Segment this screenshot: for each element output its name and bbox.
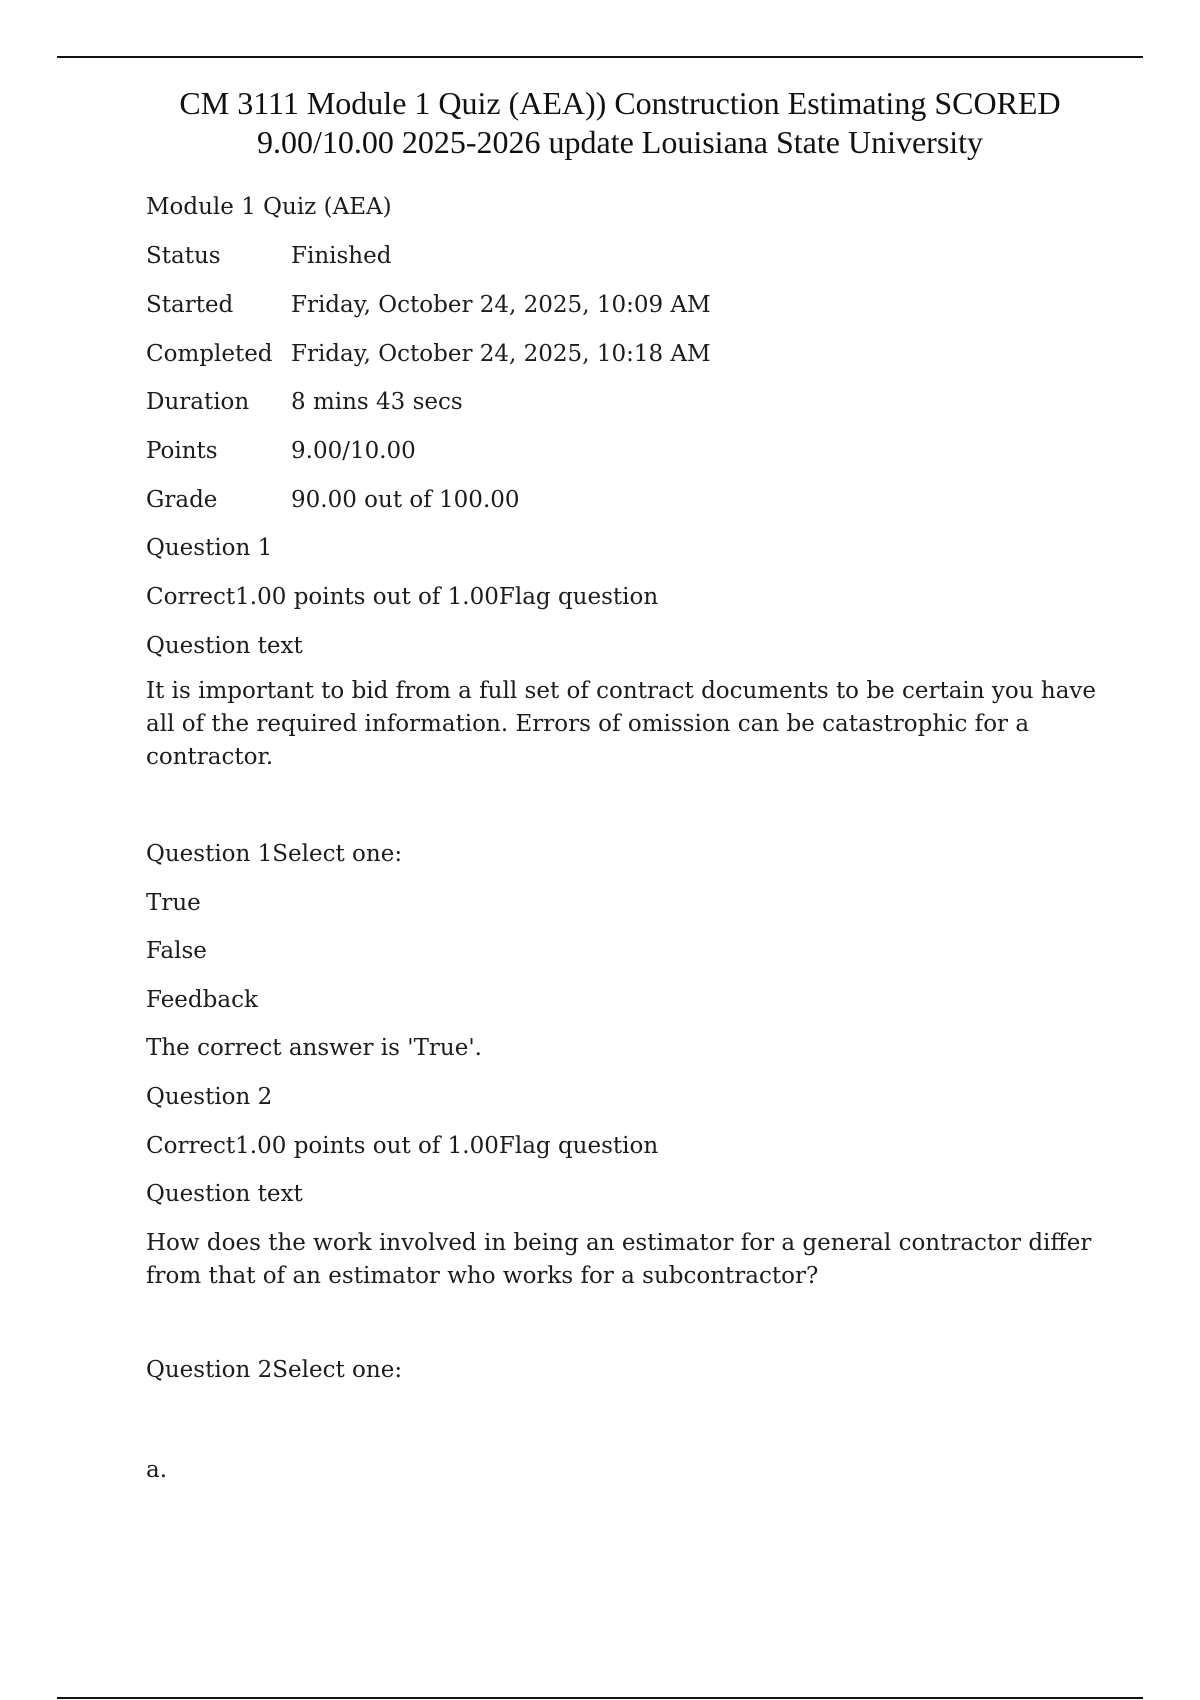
title-line-1: CM 3111 Module 1 Quiz (AEA)) Construction Estimating SCORED [179, 85, 1061, 121]
summary-value-completed: Friday, October 24, 2025, 10:18 AM [291, 341, 711, 367]
summary-value-grade: 90.00 out of 100.00 [291, 487, 520, 513]
question-2-option-a[interactable]: a. [146, 1457, 168, 1483]
summary-value-status: Finished [291, 243, 392, 269]
bottom-rule [57, 1697, 1143, 1699]
question-1-heading: Question 1 [146, 535, 273, 561]
question-1-select-prompt: Question 1Select one: [146, 841, 403, 867]
question-1-feedback-label: Feedback [146, 987, 258, 1013]
question-2-status: Correct1.00 points out of 1.00Flag question [146, 1133, 659, 1159]
question-1-text: It is important to bid from a full set of contract documents to be certain you have all of the required information. Errors of omission can be catastrophic for a contractor. [146, 678, 1097, 770]
question-1-option-true[interactable]: True [146, 890, 201, 916]
summary-label-points: Points [146, 438, 218, 464]
title-line-2: 9.00/10.00 2025-2026 update Louisiana State University [256, 124, 984, 160]
question-1-status: Correct1.00 points out of 1.00Flag question [146, 584, 659, 610]
question-1-feedback: The correct answer is 'True'. [146, 1035, 482, 1061]
summary-label-completed: Completed [146, 341, 273, 367]
summary-label-status: Status [146, 243, 221, 269]
summary-value-started: Friday, October 24, 2025, 10:09 AM [291, 292, 711, 318]
document-title [0, 84, 1200, 162]
summary-value-duration: 8 mins 43 secs [291, 389, 463, 415]
question-1-text-label: Question text [146, 633, 303, 659]
question-1-option-false[interactable]: False [146, 938, 207, 964]
summary-label-started: Started [146, 292, 234, 318]
summary-value-points: 9.00/10.00 [291, 438, 416, 464]
question-2-text: How does the work involved in being an estimator for a general contractor differ from that of an estimator who works for a subcontractor? [146, 1230, 1092, 1289]
question-2-select-prompt: Question 2Select one: [146, 1357, 403, 1383]
top-rule [57, 56, 1143, 58]
question-2-text-label: Question text [146, 1181, 303, 1207]
summary-label-duration: Duration [146, 389, 250, 415]
quiz-name: Module 1 Quiz (AEA) [146, 194, 392, 220]
summary-label-grade: Grade [146, 487, 218, 513]
question-2-heading: Question 2 [146, 1084, 273, 1110]
